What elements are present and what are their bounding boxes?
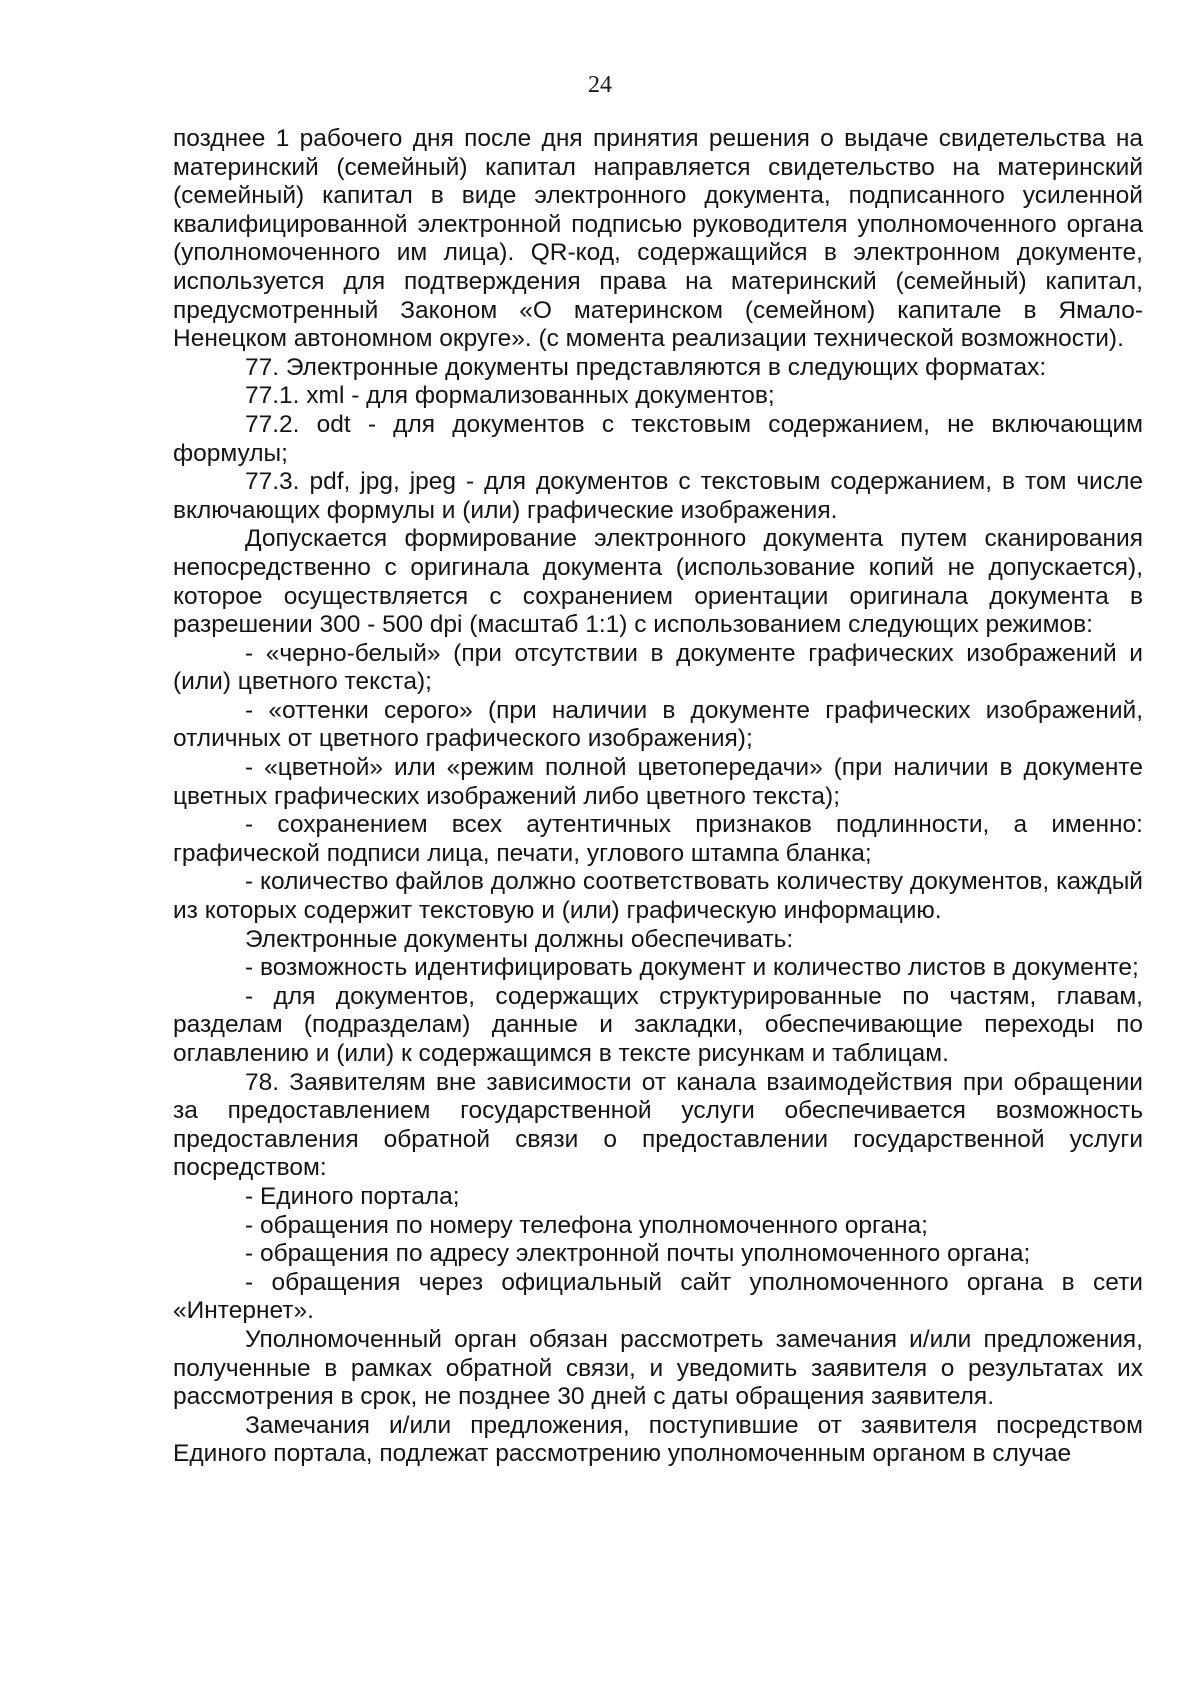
paragraph: 77.2. odt - для документов с текстовым содержанием, не включающим формулы;	[173, 410, 1143, 467]
paragraph: - обращения по номеру телефона уполномоченного органа;	[245, 1211, 928, 1239]
paragraph: Допускается формирование электронного документа путем сканирования непосредственно с оригинала документа (использование копий не допускается), которое осуществляется с сохранением ориентации оригинала документа в разрешении 300 - 500 dpi (масштаб 1:1) с использованием следующих режимов:	[173, 525, 1143, 639]
paragraph: 77. Электронные документы представляются в следующих форматах:	[245, 353, 1047, 381]
paragraph: - возможность идентифицировать документ и количество листов в документе;	[245, 954, 1139, 982]
paragraph: Замечания и/или предложения, поступившие от заявителя посредством Единого портала, подлежат рассмотрению уполномоченным органом в случае	[173, 1411, 1143, 1468]
paragraph: 77.3. pdf, jpg, jpeg - для документов с текстовым содержанием, в том числе включающих формулы и (или) графические изображения.	[173, 468, 1143, 524]
paragraph: позднее 1 рабочего дня после дня принятия решения о выдаче свидетельства на материнский (семейный) капитал направляется свидетельство на материнский (семейный) капитал в виде электронного документа, подписанного усиленной квалифицированной электронной подписью руководителя уполномоченного органа (уполномоченного им лица). QR-код, содержащийся в электронном документе, используется для подтверждения права на материнский (семейный) капитал, предусмотренный Законом «О материнском (семейном) капитале в Ямало-Ненецком автономном округе». (с момента реализации технической возможности).	[173, 125, 1143, 353]
paragraph: - «оттенки серого» (при наличии в документе графических изображений, отличных от цветного графического изображения);	[173, 696, 1143, 753]
paragraph: 78. Заявителям вне зависимости от канала взаимодействия при обращении за предоставлением государственной услуги обеспечивается возможность предоставления обратной связи о предоставлении государственной услуги посредством:	[173, 1068, 1143, 1182]
paragraph: Электронные документы должны обеспечивать:	[245, 925, 794, 953]
paragraph: 77.1. xml - для формализованных документов;	[245, 382, 775, 410]
paragraph: Уполномоченный орган обязан рассмотреть замечания и/или предложения, полученные в рамках обратной связи, и уведомить заявителя о результатах их рассмотрения в срок, не позднее 30 дней с даты обращения заявителя.	[173, 1325, 1143, 1411]
paragraph: - Единого портала;	[245, 1182, 460, 1210]
paragraph: - количество файлов должно соответствовать количеству документов, каждый из которых содержит текстовую и (или) графическую информацию.	[173, 868, 1143, 925]
paragraph: - «черно-белый» (при отсутствии в документе графических изображений и (или) цветного текста);	[173, 639, 1143, 696]
paragraph: - обращения по адресу электронной почты уполномоченного органа;	[245, 1240, 1031, 1268]
paragraph: - обращения через официальный сайт уполномоченного органа в сети «Интернет».	[173, 1268, 1143, 1325]
paragraph: - сохранением всех аутентичных признаков подлинности, а именно: графической подписи лица, печати, углового штампа бланка;	[173, 811, 1143, 867]
paragraph: - для документов, содержащих структурированные по частям, главам, разделам (подразделам) данные и закладки, обеспечивающие переходы по оглавлению и (или) к содержащимся в тексте рисункам и таблицам.	[173, 982, 1143, 1067]
document-body	[173, 125, 1143, 1469]
page-number: 24	[588, 72, 612, 98]
paragraph: - «цветной» или «режим полной цветопередачи» (при наличии в документе цветных графических изображений либо цветного текста);	[173, 754, 1143, 810]
